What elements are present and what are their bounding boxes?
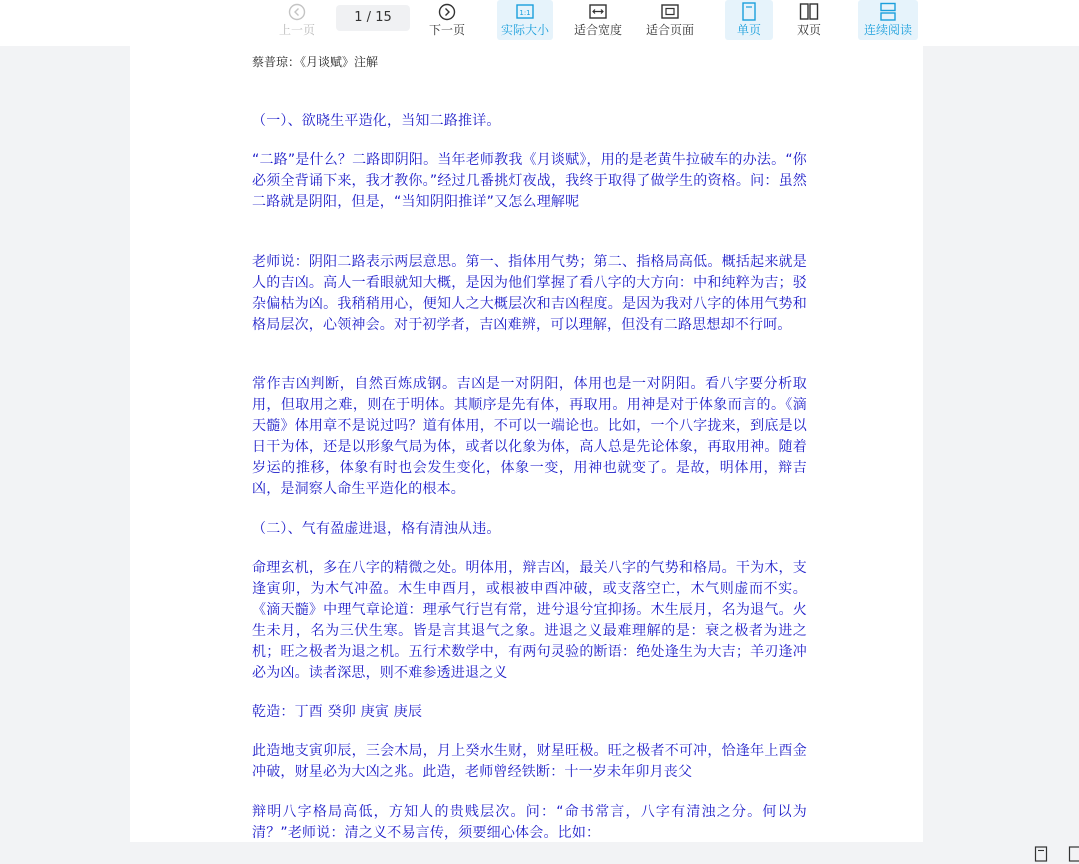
paragraph: 常作吉凶判断，自然百炼成钢。吉凶是一对阴阳，体用也是一对阴阳。看八字要分析取用，但取用之难，则在于明体。其顺序是先有体，再取用。用神是对于体象而言的。《滴天髓》体用章不是说过吗？道有体用，不可以一端论也。比如，一个八字拢来，到底是以日干为体，还是以形象气局为体，或者以化象为体，高人总是先论体象，再取用神。随着岁运的推移，体象有时也会发生变化，体象一变，用神也就变了。是故，明体用，辩吉凶，是洞察人命生平造化的根本。 (252, 376, 807, 497)
paragraph: 老师说：阴阳二路表示两层意思。第一、指体用气势；第二、指格局高低。概括起来就是人的吉凶。高人一看眼就知大概，是因为他们掌握了看八字的大方向：中和纯粹为吉；驳杂偏枯为凶。我稍稍用心，便知人之大概层次和吉凶程度。是因为我对八字的体用气势和格局层次，心领神会。对于初学者，吉凶难辨，可以理解，但没有二路思想却不行呵。 (252, 254, 807, 333)
single-page-icon (738, 1, 760, 23)
continuous-reading-icon (877, 1, 899, 23)
actual-size-icon-text: 1:1 (519, 9, 531, 17)
status-bar (0, 842, 1079, 864)
double-page-label: 双页 (796, 23, 821, 37)
actual-size-button[interactable] (497, 0, 553, 40)
single-page-button[interactable] (725, 0, 773, 40)
fit-width-icon (587, 1, 609, 23)
continuous-reading-button[interactable] (858, 0, 918, 40)
section-heading-1: （一）、欲晓生平造化，当知二路推详。 (252, 113, 501, 129)
single-page-label: 单页 (736, 23, 761, 37)
page-separator: / (366, 10, 372, 25)
section-heading-2: （二）、气有盈虚进退，格有清浊从违。 (252, 521, 501, 537)
fit-width-button[interactable] (570, 0, 626, 40)
continuous-reading-label: 连续阅读 (863, 23, 912, 37)
birth-chart-line: 乾造：丁酉 癸卯 庚寅 庚辰 (252, 704, 423, 720)
paragraph: “二路”是什么？二路即阴阳。当年老师教我《月谈赋》，用的是老黄牛拉破车的办法。“你必须全背诵下来，我才教你。”经过几番挑灯夜战，我终于取得了做学生的资格。问：虽然二路就是阴阳，但是，“当知阴阳推详”又怎么理解呢 (252, 152, 807, 210)
double-page-button[interactable] (785, 0, 833, 40)
document-header: 蔡普琼：《月谈赋》注解 (252, 55, 379, 69)
prev-page-label: 上一页 (278, 23, 315, 37)
page-current: 1 (354, 10, 363, 25)
paragraph: 命理玄机，多在八字的精微之处。明体用，辩吉凶，最关八字的气势和格局。干为木，支逢寅卯，为木气冲盈。木生申酉月，或根被申酉冲破，或支落空亡，木气则虚而不实。《滴天髓》中理气章论道：理承气行岂有常，进兮退兮宜抑扬。木生辰月，名为退气。火生未月，名为三伏生寒。皆是言其退气之象。进退之义最难理解的是：衰之极者为进之机；旺之极者为退之机。五行术数学中，有两句灵验的断语：绝处逢生为大吉；羊刃逢冲必为凶。读者深思，则不难参透进退之义 (252, 560, 807, 681)
actual-size-label: 实际大小 (500, 23, 549, 37)
single-page-status-icon[interactable] (1034, 846, 1048, 862)
chevron-right-circle-icon (436, 1, 458, 23)
double-page-icon (798, 1, 820, 23)
page-total: 15 (375, 10, 392, 25)
chevron-left-circle-icon (286, 1, 308, 23)
paragraph: 辩明八字格局高低，方知人的贵贱层次。问：“命书常言，八字有清浊之分。何以为清？”老师说：清之义不易言传，须要细心体会。比如： (252, 804, 807, 841)
double-page-status-icon[interactable] (1068, 846, 1079, 862)
fit-page-label: 适合页面 (645, 23, 694, 37)
next-page-label: 下一页 (428, 23, 465, 37)
actual-size-icon (514, 1, 536, 23)
fit-page-icon (659, 1, 681, 23)
fit-width-label: 适合宽度 (573, 23, 622, 37)
prev-page-button[interactable] (272, 0, 322, 40)
toolbar (0, 0, 1079, 46)
paragraph: 此造地支寅卯辰，三会木局，月上癸水生财，财星旺极。旺之极者不可冲，恰逢年上酉金冲破，财星必为大凶之兆。此造，老师曾经铁断：十一岁未年卯月丧父 (252, 743, 807, 780)
document-page (130, 46, 923, 864)
fit-page-button[interactable] (642, 0, 698, 40)
next-page-button[interactable] (422, 0, 472, 40)
page-number-box[interactable] (336, 5, 410, 31)
